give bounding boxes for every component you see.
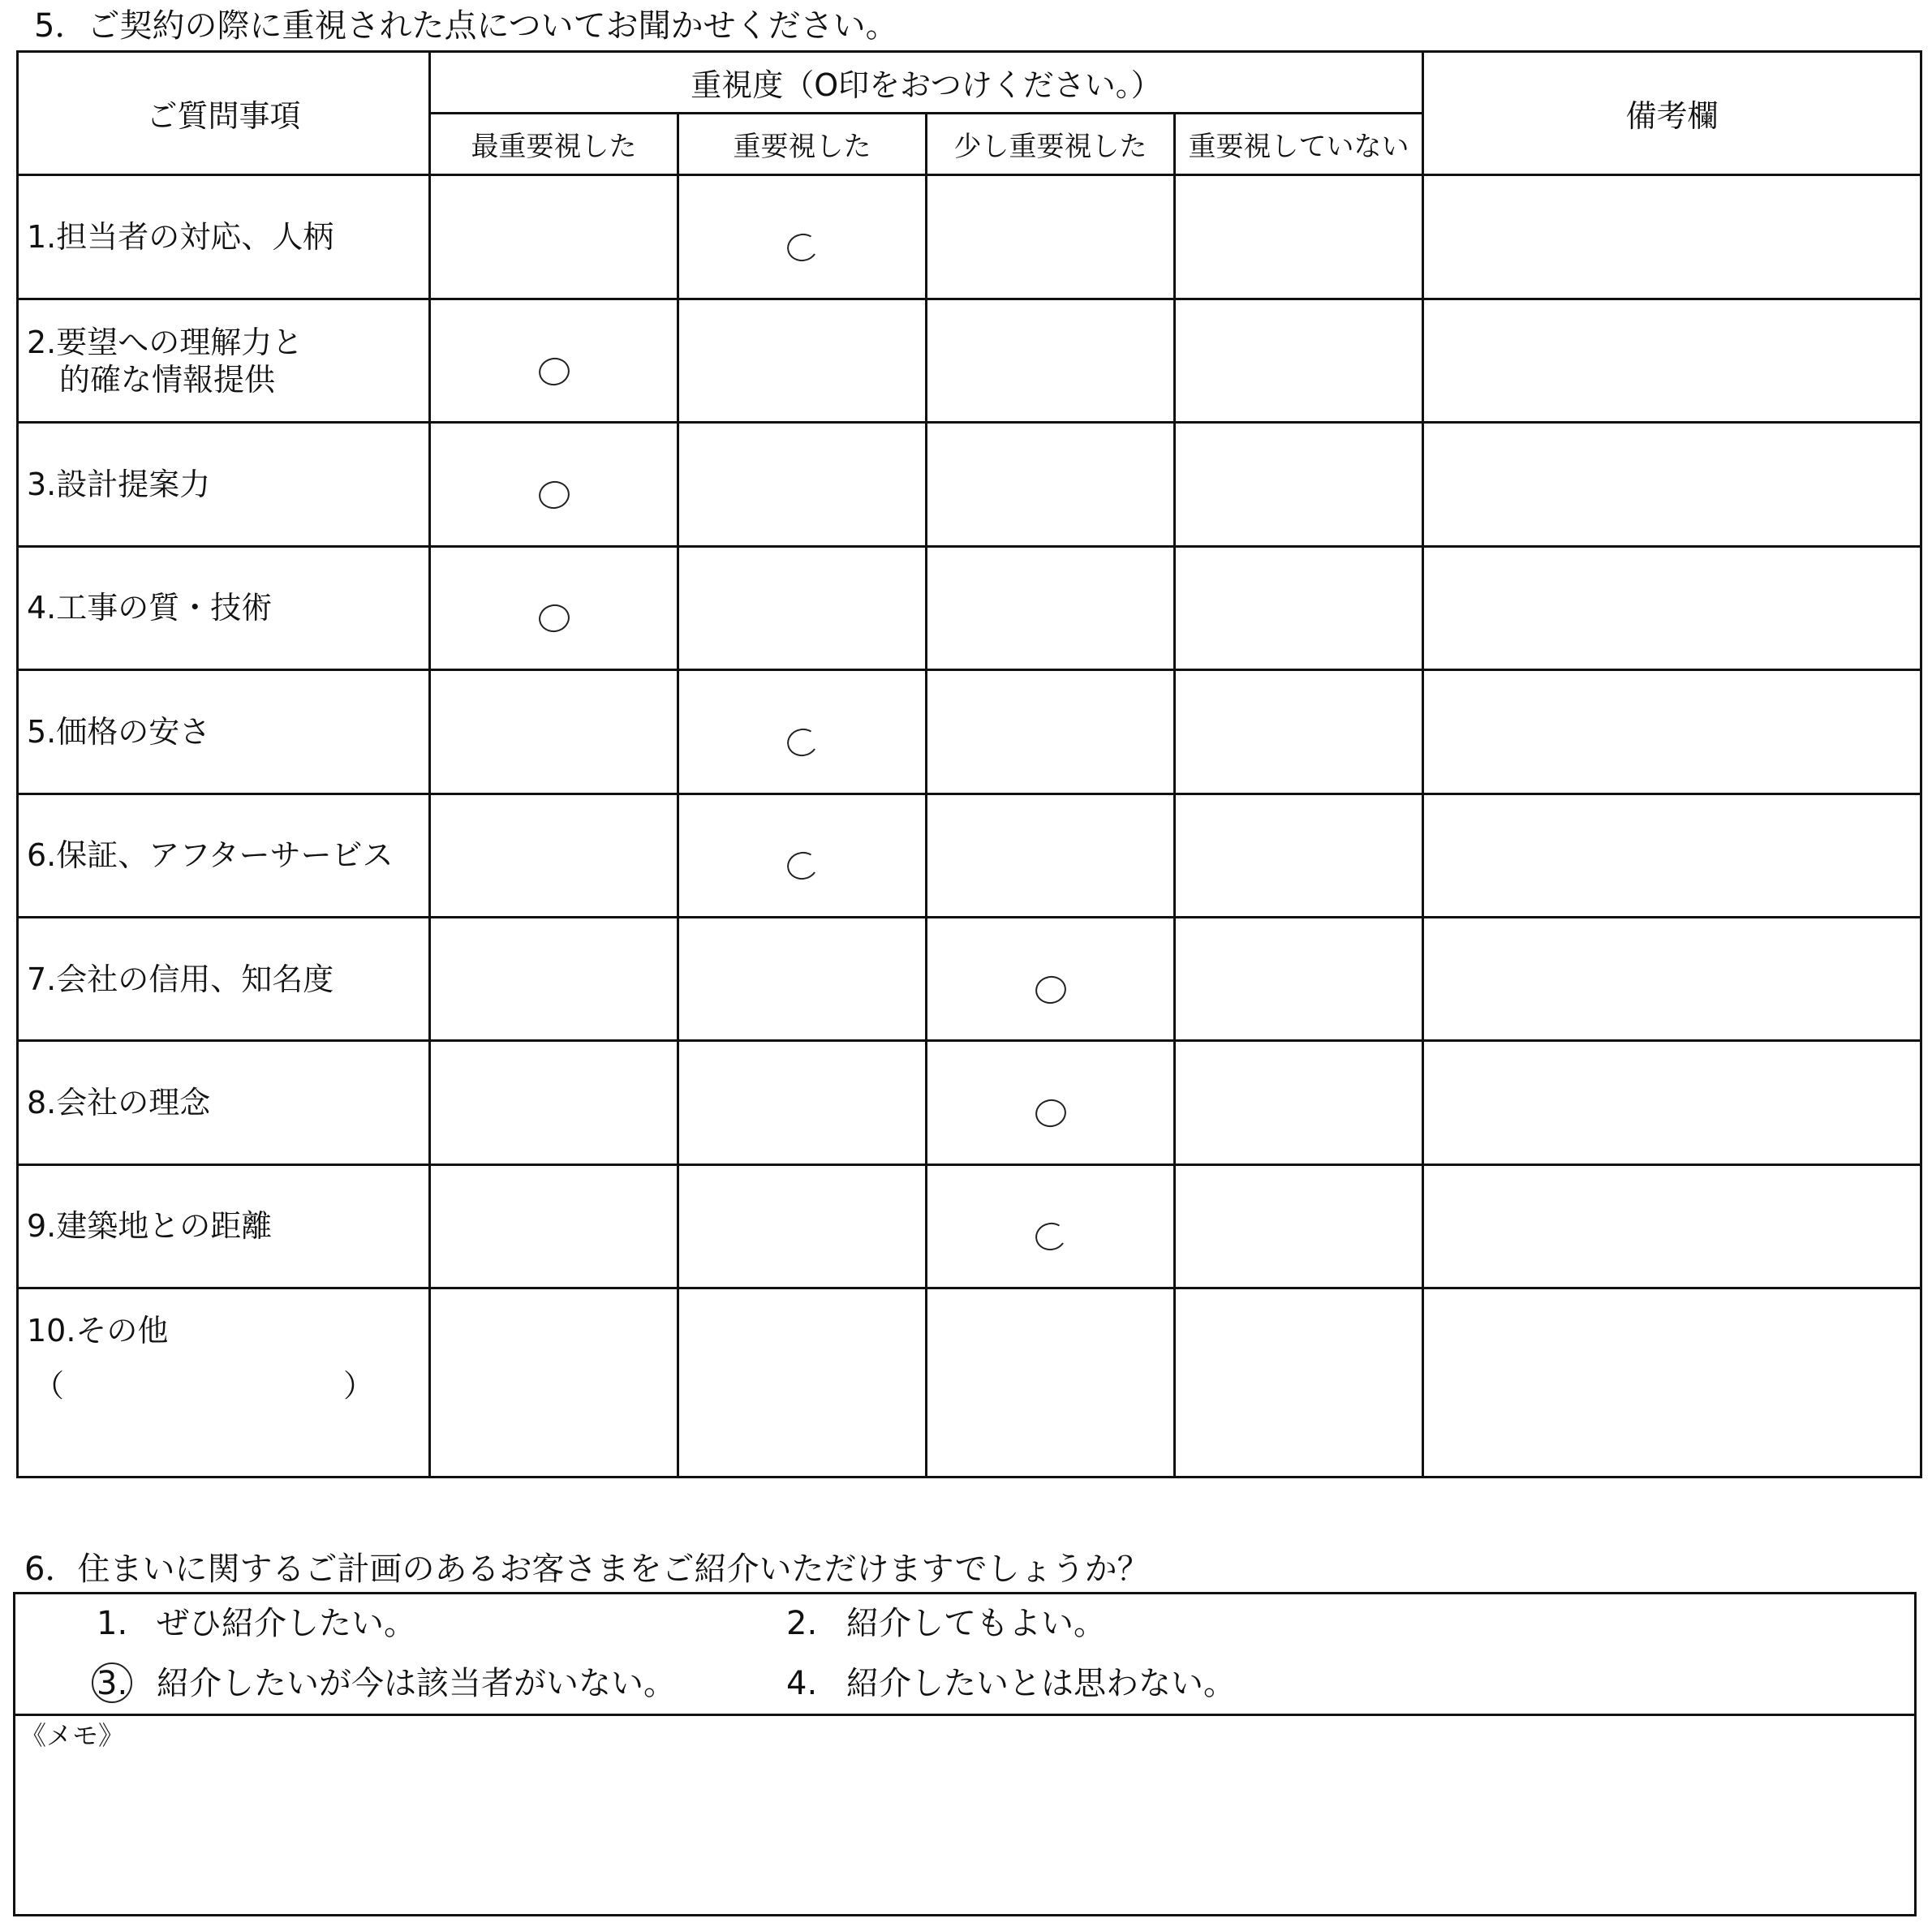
cell-not-important[interactable]: [1175, 546, 1423, 669]
importance-survey-table: [16, 50, 1922, 1478]
referral-options: [15, 1594, 1914, 1716]
cell-somewhat-important[interactable]: [927, 423, 1175, 546]
option-number: 2.: [786, 1605, 818, 1642]
open-paren: （: [33, 1368, 65, 1404]
handwritten-circle-mark: [1032, 1096, 1068, 1129]
cell-most-important[interactable]: [430, 917, 678, 1040]
level-header-not-important: 重要視していない: [1175, 114, 1423, 175]
cell-important[interactable]: [678, 917, 927, 1040]
table-row: [18, 917, 1921, 1040]
cell-somewhat-important[interactable]: [927, 299, 1175, 422]
referral-option-3-selected[interactable]: [97, 1664, 676, 1703]
cell-most-important[interactable]: [430, 299, 678, 422]
cell-not-important[interactable]: [1175, 1164, 1423, 1288]
option-text: 紹介してもよい。: [846, 1605, 1106, 1642]
referral-option-2[interactable]: [786, 1604, 1106, 1643]
table-row: [18, 1041, 1921, 1164]
remarks-cell[interactable]: [1423, 917, 1921, 1040]
question-item-label: 5.価格の安さ: [18, 670, 430, 794]
cell-important[interactable]: [678, 299, 927, 422]
handwritten-circle-mark: [1032, 1220, 1068, 1254]
table-row: [18, 299, 1921, 422]
question-item-label: 3.設計提案力: [18, 423, 430, 546]
cell-important[interactable]: [678, 1288, 927, 1478]
option-number: 1.: [97, 1605, 128, 1642]
referral-option-4[interactable]: [786, 1664, 1236, 1703]
option-number: 4.: [786, 1665, 818, 1702]
close-paren: ）: [342, 1368, 374, 1404]
cell-not-important[interactable]: [1175, 794, 1423, 917]
cell-somewhat-important[interactable]: [927, 1041, 1175, 1164]
question-item-label: 8.会社の理念: [18, 1041, 430, 1164]
cell-important[interactable]: [678, 546, 927, 669]
cell-not-important[interactable]: [1175, 1288, 1423, 1478]
handwritten-circle-mark: [784, 725, 820, 759]
cell-somewhat-important[interactable]: [927, 1164, 1175, 1288]
cell-most-important[interactable]: [430, 794, 678, 917]
cell-most-important[interactable]: [430, 423, 678, 546]
remarks-cell[interactable]: [1423, 1288, 1921, 1478]
cell-important[interactable]: [678, 423, 927, 546]
question-item-label: 7.会社の信用、知名度: [18, 917, 430, 1040]
handwritten-circle-mark: [784, 850, 820, 883]
cell-not-important[interactable]: [1175, 670, 1423, 794]
cell-important[interactable]: [678, 1041, 927, 1164]
cell-somewhat-important[interactable]: [927, 670, 1175, 794]
handwritten-circle-mark: [1032, 973, 1068, 1006]
remarks-cell[interactable]: [1423, 423, 1921, 546]
handwritten-circle-mark: [784, 231, 820, 265]
option-text: 紹介したいとは思わない。: [846, 1665, 1236, 1702]
question-item-label: 6.保証、アフターサービス: [18, 794, 430, 917]
remarks-header: 備考欄: [1423, 52, 1921, 175]
remarks-cell[interactable]: [1423, 794, 1921, 917]
memo-label: 《メモ》: [20, 1720, 125, 1751]
cell-most-important[interactable]: [430, 546, 678, 669]
question-item-label-line2: 的確な情報提供: [59, 361, 276, 398]
remarks-cell[interactable]: [1423, 175, 1921, 299]
referral-option-1[interactable]: [97, 1604, 416, 1643]
cell-important[interactable]: [678, 175, 927, 299]
cell-important[interactable]: [678, 794, 927, 917]
question-item-label: 4.工事の質・技術: [18, 546, 430, 669]
option-text: ぜひ紹介したい。: [157, 1605, 416, 1642]
table-row: [18, 670, 1921, 794]
question-item-label: [18, 299, 430, 422]
question-item-label: 1.担当者の対応、人柄: [18, 175, 430, 299]
level-header-most-important: 最重要視した: [430, 114, 678, 175]
referral-answer-box: [13, 1592, 1917, 1916]
table-row: [18, 175, 1921, 299]
table-row: [18, 794, 1921, 917]
remarks-cell[interactable]: [1423, 1041, 1921, 1164]
remarks-cell[interactable]: [1423, 670, 1921, 794]
question-item-header: ご質問事項: [18, 52, 430, 175]
selected-circle-mark: [92, 1662, 132, 1703]
cell-important[interactable]: [678, 1164, 927, 1288]
question-6-heading: 6．住まいに関するご計画のあるお客さまをご紹介いただけますでしょうか？: [24, 1551, 1150, 1588]
question-item-label-line1: 2.要望への理解力と: [27, 324, 303, 360]
cell-most-important[interactable]: [430, 1164, 678, 1288]
cell-most-important[interactable]: [430, 175, 678, 299]
remarks-cell[interactable]: [1423, 1164, 1921, 1288]
cell-most-important[interactable]: [430, 670, 678, 794]
handwritten-circle-mark: [536, 478, 571, 511]
question-5-heading: 5．ご契約の際に重視された点についてお聞かせください。: [34, 7, 898, 45]
cell-most-important[interactable]: [430, 1041, 678, 1164]
question-item-label-other: 10.その他: [27, 1313, 169, 1349]
table-row: [18, 423, 1921, 546]
question-item-label: 9.建築地との距離: [18, 1164, 430, 1288]
cell-not-important[interactable]: [1175, 299, 1423, 422]
cell-not-important[interactable]: [1175, 1041, 1423, 1164]
cell-not-important[interactable]: [1175, 175, 1423, 299]
cell-most-important[interactable]: [430, 1288, 678, 1478]
handwritten-circle-mark: [536, 355, 571, 388]
option-text: 紹介したいが今は該当者がいない。: [157, 1665, 676, 1702]
cell-not-important[interactable]: [1175, 917, 1423, 1040]
cell-somewhat-important[interactable]: [927, 1288, 1175, 1478]
table-row: [18, 1164, 1921, 1288]
cell-important[interactable]: [678, 670, 927, 794]
handwritten-circle-mark: [536, 602, 571, 635]
remarks-cell[interactable]: [1423, 299, 1921, 422]
remarks-cell[interactable]: [1423, 546, 1921, 669]
cell-not-important[interactable]: [1175, 423, 1423, 546]
level-header-somewhat-important: 少し重要視した: [927, 114, 1175, 175]
table-row: [18, 546, 1921, 669]
cell-somewhat-important[interactable]: [927, 546, 1175, 669]
importance-group-header: 重視度（O印をおつけください。）: [430, 52, 1423, 114]
question-item-label: [18, 1288, 430, 1478]
table-row: [18, 1288, 1921, 1478]
level-header-important: 重要視した: [678, 114, 927, 175]
cell-somewhat-important[interactable]: [927, 794, 1175, 917]
option-number-wrap: [97, 1664, 157, 1703]
cell-somewhat-important[interactable]: [927, 175, 1175, 299]
cell-somewhat-important[interactable]: [927, 917, 1175, 1040]
option-number: 3.: [97, 1665, 128, 1702]
other-specify-field[interactable]: [27, 1367, 374, 1404]
